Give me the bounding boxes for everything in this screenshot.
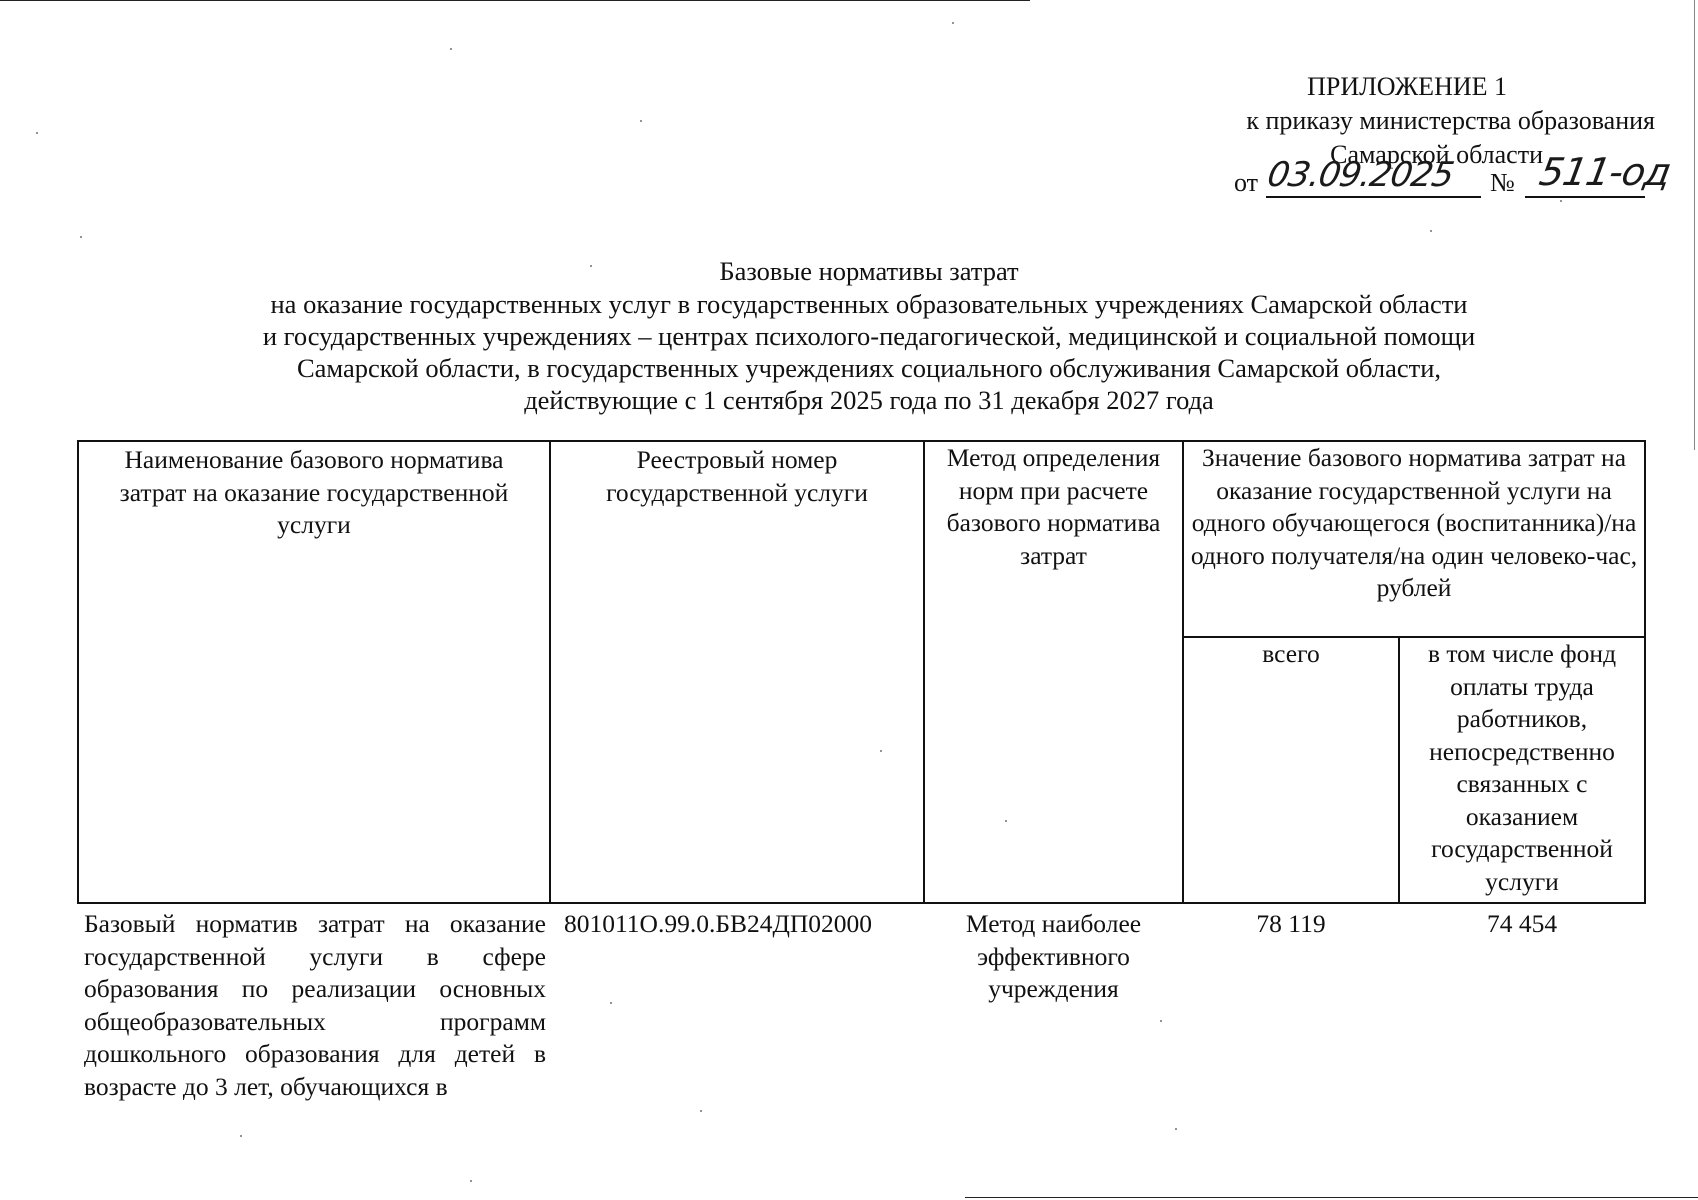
document-subtitle-3: Самарской области, в государственных учреждениях социального обслуживания Самарской области, (296, 353, 1442, 383)
document-subtitle-2: и государственных учреждениях – центрах психолого-педагогической, медицинской и социальной помощи (262, 321, 1476, 351)
header-name: Наименование базового норматива затрат на оказание государственной услуги (78, 441, 550, 903)
cost-standards-table (77, 440, 1646, 1103)
row-total: 78 119 (1256, 909, 1326, 938)
appendix-title: ПРИЛОЖЕНИЕ 1 (1307, 72, 1507, 101)
order-number-handwritten: 511-од (1536, 150, 1674, 194)
document-title: Базовые нормативы затрат (719, 256, 1019, 286)
table-row (78, 903, 1645, 1103)
row-name: Базовый норматив затрат на оказание государственной услуги в сфере образования по реализации основных общеобразовательных программ дошкольного образования для детей в возрасте до 3 лет, обучающихся в (84, 909, 546, 1101)
header-method: Метод определения норм при расчете базового норматива затрат (924, 441, 1183, 903)
appendix-region-line: Самарской области (1330, 140, 1543, 169)
row-registry: 801011О.99.0.БВ24ДП02000 (564, 909, 873, 938)
document-subtitle-4: действующие с 1 сентября 2025 года по 31 декабря 2027 года (524, 385, 1214, 415)
table-header-row (78, 441, 1645, 637)
header-registry: Реестровый номер государственной услуги (550, 441, 924, 903)
order-date-handwritten: 03.09.2025 (1264, 155, 1457, 195)
header-total: всего (1183, 637, 1399, 903)
header-payroll: в том числе фонд оплаты труда работников, непосредственно связанных с оказанием государственной услуги (1399, 637, 1645, 903)
order-date-prefix: от (1234, 168, 1259, 197)
header-value: Значение базового норматива затрат на оказание государственной услуги на одного обучающегося (воспитанника)/на одного получателя/на один человеко-час, рублей (1183, 441, 1645, 637)
row-method: Метод наиболее эффективного учреждения (965, 909, 1142, 1003)
document-subtitle-1: на оказание государственных услуг в государственных образовательных учреждениях Самарской области (270, 289, 1468, 319)
appendix-order-line: к приказу министерства образования (1246, 106, 1655, 135)
order-number-prefix: № (1490, 168, 1515, 197)
row-payroll: 74 454 (1486, 909, 1558, 938)
